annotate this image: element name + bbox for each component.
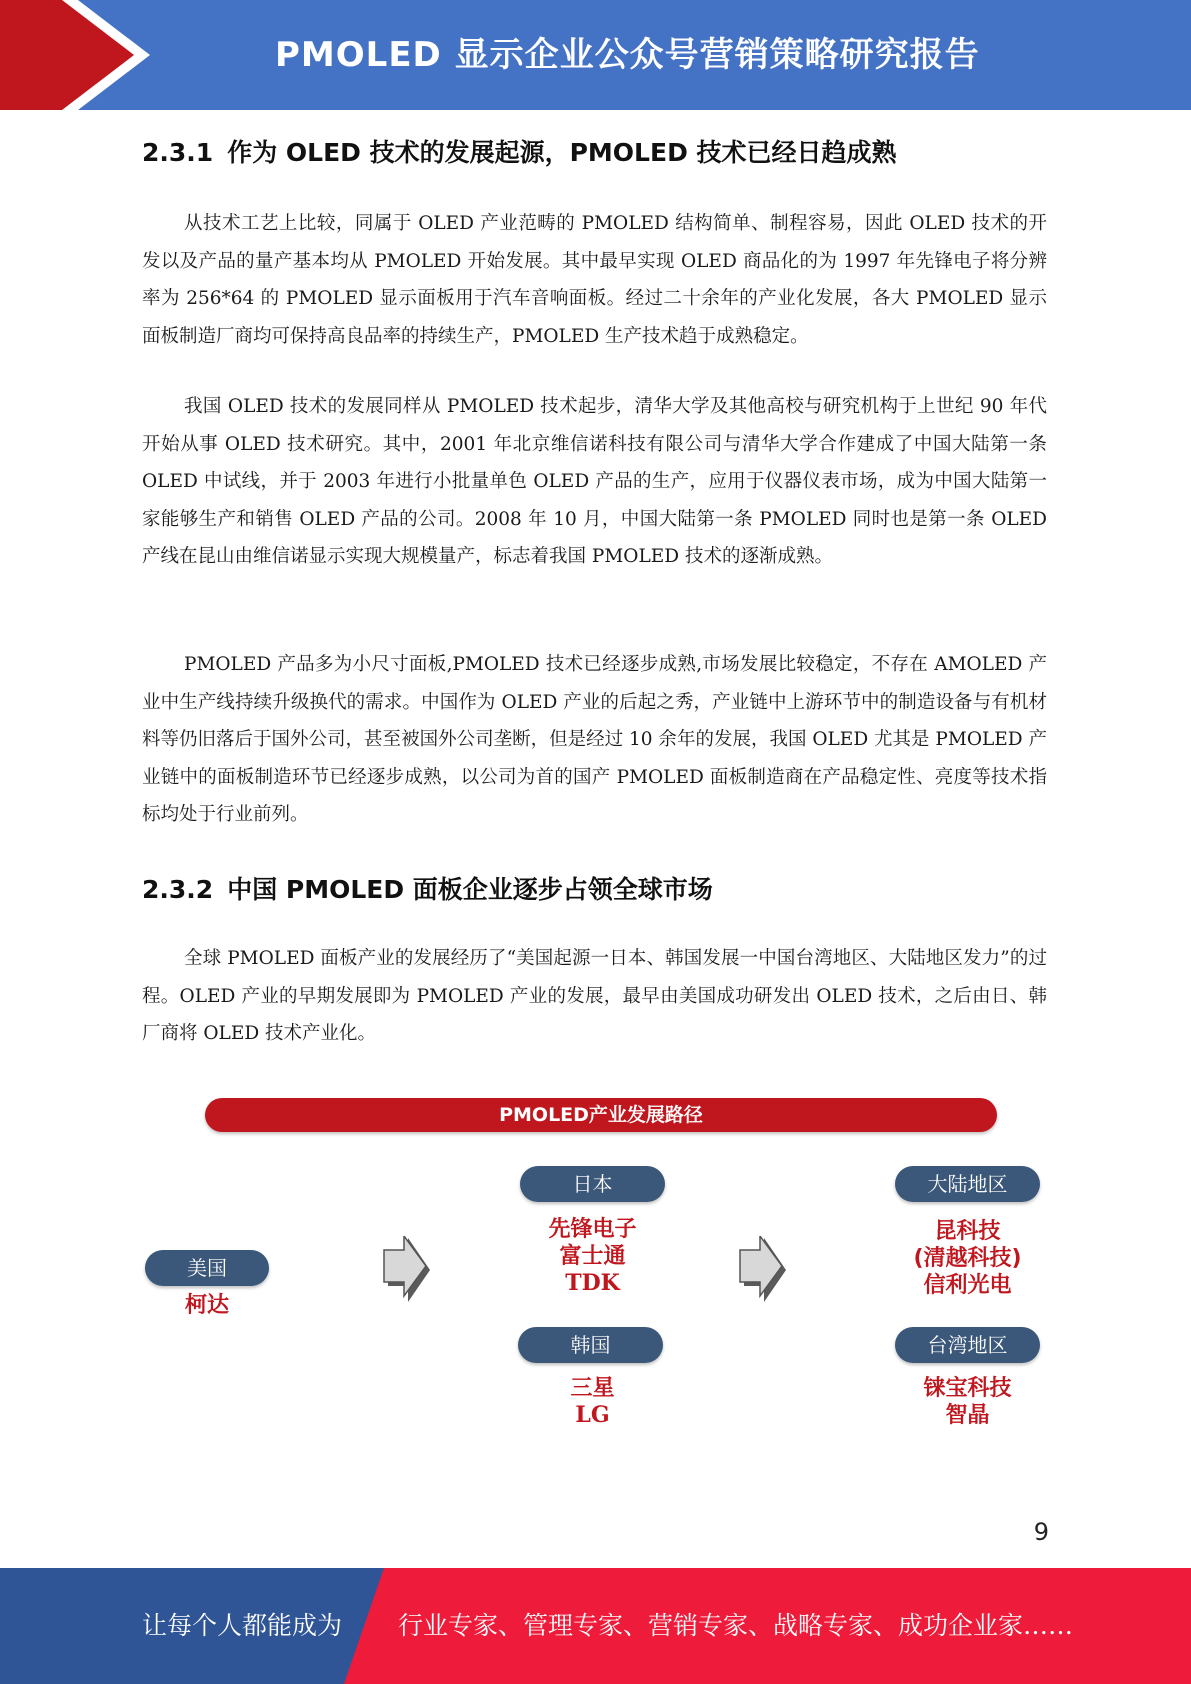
- company-name: LG: [575, 1402, 610, 1428]
- company-name: 柯达: [184, 1293, 229, 1318]
- page-header: [0, 0, 1191, 110]
- company-name: TDK: [565, 1270, 620, 1296]
- mainland-companies: [875, 1218, 1060, 1299]
- company-name: (清越科技): [913, 1246, 1022, 1271]
- section-heading-2-3-2: [142, 870, 713, 906]
- footer-slogan-right: 行业专家、管理专家、营销专家、战略专家、成功企业家……: [398, 1611, 1074, 1640]
- paragraph: 全球 PMOLED 面板产业的发展经历了“美国起源一日本、韩国发展一中国台湾地区、大陆地区发力”的过程。OLED 产业的早期发展即为 PMOLED 产业的发展，最早由美国成功研发出 OLED 技术，之后由日、韩厂商将 OLED 技术产业化。: [142, 948, 1047, 1044]
- company-name: 昆科技: [934, 1219, 1001, 1244]
- section-title: 中国 PMOLED 面板企业逐步占领全球市场: [227, 875, 713, 904]
- diagram-title: PMOLED产业发展路径: [205, 1098, 997, 1132]
- paragraph: 从技术工艺上比较，同属于 OLED 产业范畴的 PMOLED 结构简单、制程容易，因此 OLED 技术的开发以及产品的量产基本均从 PMOLED 开始发展。其中最早实现 OLED 商品化的为 1997 年先锋电子将分辨率为 256*64 的 PMOLED 显示面板用于汽车音响面板。经过二十余年的产业化发展，各大 PMOLED 显示面板制造厂商均可保持高良品率的持续生产，PMOLED 生产技术趋于成熟稳定。: [142, 213, 1047, 347]
- region-label-usa: 美国: [145, 1250, 269, 1286]
- paragraph: 我国 OLED 技术的发展同样从 PMOLED 技术起步，清华大学及其他高校与研究机构于上世纪 90 年代开始从事 OLED 技术研究。其中，2001 年北京维信诺科技有限公司与清华大学合作建成了中国大陆第一条 OLED 中试线，并于 2003 年进行小批量单色 OLED 产品的生产，应用于仪器仪表市场，成为中国大陆第一家能够生产和销售 OLED 产品的公司。2008 年 10 月，中国大陆第一条 PMOLED 同时也是第一条 OLED 产线在昆山由维信诺显示实现大规模量产，标志着我国 PMOLED 技术的逐渐成熟。: [142, 396, 1047, 567]
- japan-companies: [500, 1216, 685, 1297]
- company-name: 富士通: [559, 1244, 626, 1269]
- section-title: 作为 OLED 技术的发展起源，PMOLED 技术已经日趋成熟: [227, 138, 897, 167]
- section-number: 2.3.1: [142, 138, 214, 167]
- section-number: 2.3.2: [142, 875, 214, 904]
- korea-companies: [500, 1375, 685, 1429]
- region-label-taiwan: 台湾地区: [895, 1327, 1040, 1363]
- company-name: 信利光电: [923, 1273, 1012, 1298]
- company-name: 三星: [570, 1376, 615, 1401]
- region-label-japan: 日本: [520, 1166, 665, 1202]
- page-number: 9: [1033, 1518, 1049, 1546]
- company-name: 先锋电子: [548, 1217, 637, 1242]
- page-footer: [0, 1568, 1191, 1684]
- header-title: PMOLED 显示企业公众号营销策略研究报告: [275, 35, 980, 75]
- right-arrow-icon: [382, 1236, 436, 1306]
- header-chevron-red: [0, 0, 134, 110]
- right-arrow-icon: [738, 1236, 792, 1306]
- taiwan-companies: [875, 1375, 1060, 1429]
- paragraph: PMOLED 产品多为小尺寸面板,PMOLED 技术已经逐步成熟,市场发展比较稳定，不存在 AMOLED 产业中生产线持续升级换代的需求。中国作为 OLED 产业的后起之秀，产业链中上游环节中的制造设备与有机材料等仍旧落后于国外公司，甚至被国外公司垄断，但是经过 10 余年的发展，我国 OLED 尤其是 PMOLED 产业链中的面板制造环节已经逐步成熟，以公司为首的国产 PMOLED 面板制造商在产品稳定性、亮度等技术指标均处于行业前列。: [142, 654, 1047, 825]
- company-name: 智晶: [945, 1403, 990, 1428]
- company-name: 铼宝科技: [923, 1376, 1012, 1401]
- section-heading-2-3-1: [142, 133, 897, 169]
- usa-companies: [145, 1292, 269, 1319]
- region-label-mainland: 大陆地区: [895, 1166, 1040, 1202]
- footer-slogan-left: 让每个人都能成为: [142, 1611, 343, 1640]
- pmoled-development-diagram: [0, 1090, 1191, 1450]
- region-label-korea: 韩国: [518, 1327, 663, 1363]
